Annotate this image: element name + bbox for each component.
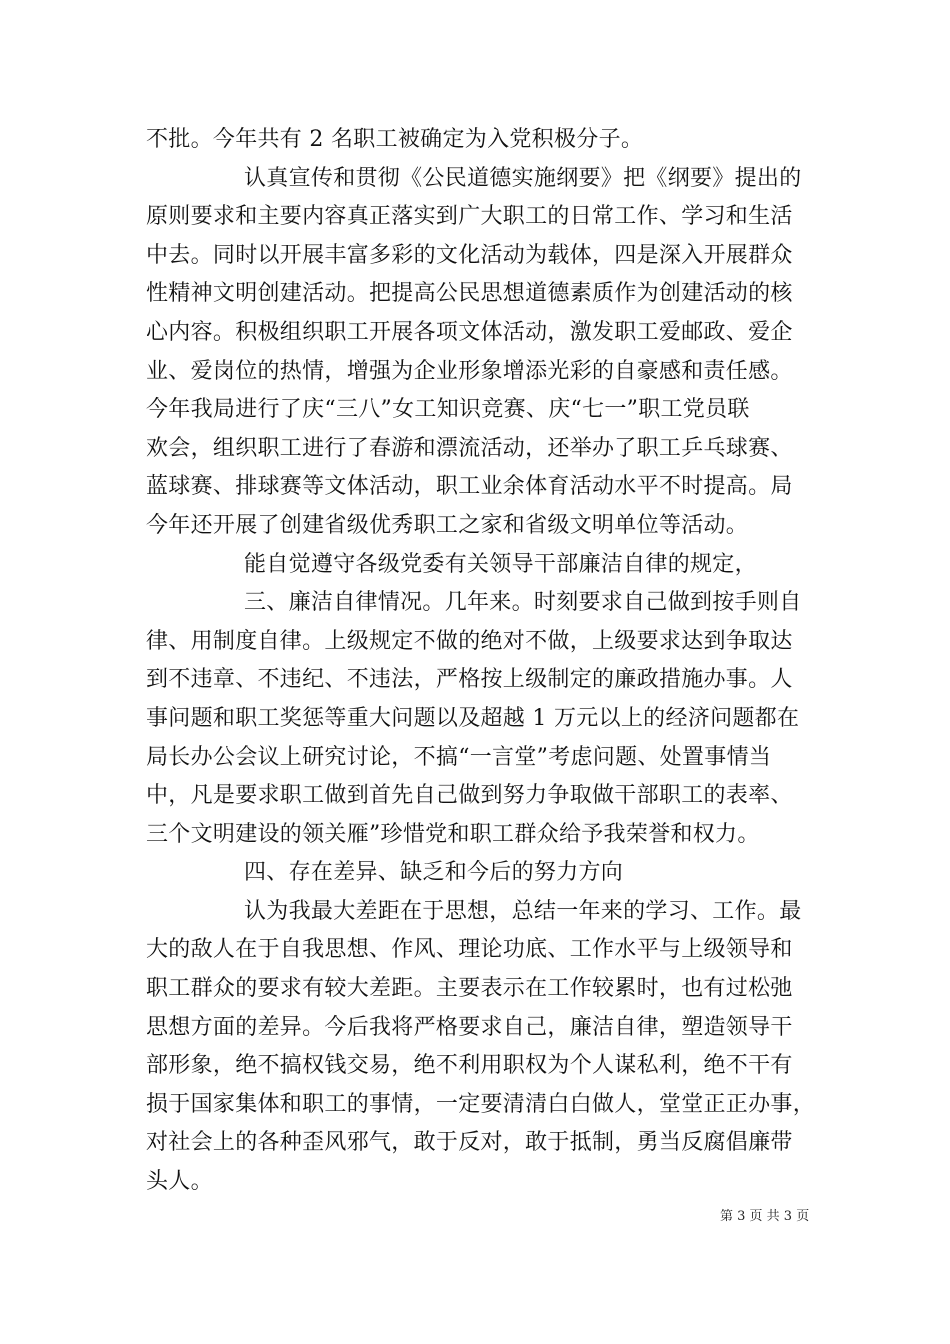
text-line: 头人。	[146, 1169, 213, 1195]
document-body	[146, 121, 816, 1202]
text-line: 不批。今年共有 2 名职工被确定为入党积极分子。	[146, 127, 644, 152]
text-line: 思想方面的差异。今后我将严格要求自己，廉洁自律，塑造领导干	[146, 1014, 793, 1040]
text-line: 部形象，绝不搞权钱交易，绝不利用职权为个人谋私利，绝不干有	[146, 1053, 793, 1079]
text-line: 中，凡是要求职工做到首先自己做到努力争取做干部职工的表率、	[146, 783, 793, 809]
text-line: 大的敌人在于自我思想、作风、理论功底、工作水平与上级领导和	[146, 937, 793, 963]
text-line: 律、用制度自律。上级规定不做的绝对不做，上级要求达到争取达	[146, 628, 793, 654]
text-line: 业、爱岗位的热情，增强为企业形象增添光彩的自豪感和责任感。	[146, 358, 793, 384]
text-line: 原则要求和主要内容真正落实到广大职工的日常工作、学习和生活	[146, 204, 793, 230]
text-line: 三个文明建设的领关雁”珍惜党和职工群众给予我荣誉和权力。	[146, 821, 760, 847]
text-line: 事问题和职工奖惩等重大问题以及超越 1 万元以上的经济问题都在	[146, 705, 800, 731]
text-line: 认为我最大差距在于思想，总结一年来的学习、工作。最	[244, 898, 802, 924]
section-heading: 四、存在差异、缺乏和今后的努力方向	[244, 860, 624, 886]
page-number: 第 3 页 共 3 页	[720, 1209, 810, 1224]
text-line: 今年我局进行了庆“三八”女工知识竞赛、庆“七一”职工党员联	[146, 397, 750, 423]
text-line: 局长办公会议上研究讨论，不搞“一言堂”考虑问题、处置事情当	[146, 744, 772, 770]
text-line: 对社会上的各种歪风邪气，敢于反对，敢于抵制，勇当反腐倡廉带	[146, 1130, 793, 1156]
text-line: 损于国家集体和职工的事情，一定要清清白白做人，堂堂正正办事，	[146, 1091, 816, 1117]
text-line: 心内容。积极组织职工开展各项文体活动，激发职工爱邮政、爱企	[146, 319, 793, 345]
text-line: 认真宣传和贯彻《公民道德实施纲要》把《纲要》提出的	[244, 165, 802, 191]
text-line: 性精神文明创建活动。把提高公民思想道德素质作为创建活动的核	[146, 281, 793, 307]
text-line: 职工群众的要求有较大差距。主要表示在工作较累时，也有过松弛	[146, 976, 793, 1002]
text-line: 到不违章、不违纪、不违法，严格按上级制定的廉政措施办事。人	[146, 667, 793, 693]
text-line: 今年还开展了创建省级优秀职工之家和省级文明单位等活动。	[146, 512, 749, 538]
text-line: 欢会，组织职工进行了春游和漂流活动，还举办了职工乒乓球赛、	[146, 435, 793, 461]
text-line: 三、廉洁自律情况。几年来。时刻要求自己做到按手则自	[244, 590, 802, 616]
text-line: 蓝球赛、排球赛等文体活动，职工业余体育活动水平不时提高。局	[146, 474, 793, 500]
text-line: 能自觉遵守各级党委有关领导干部廉洁自律的规定，	[244, 551, 757, 577]
text-line: 中去。同时以开展丰富多彩的文化活动为载体，四是深入开展群众	[146, 242, 793, 268]
